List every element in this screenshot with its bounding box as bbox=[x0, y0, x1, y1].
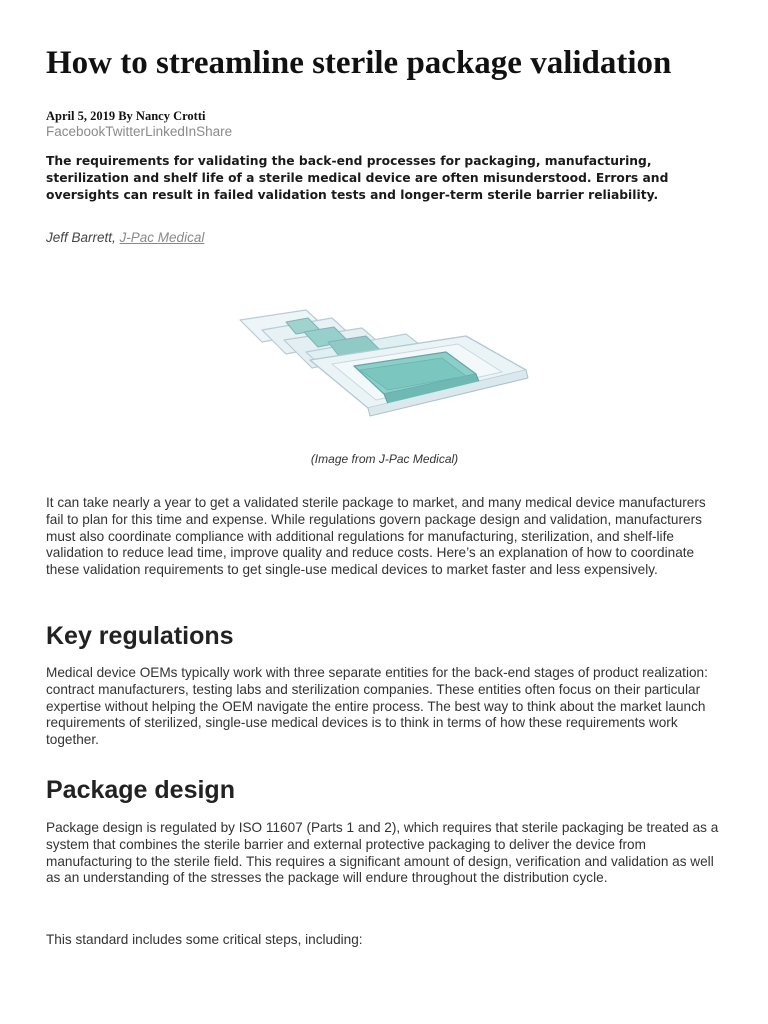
image-credit bbox=[46, 230, 204, 245]
intro-paragraph: It can take nearly a year to get a validated sterile package to market, and many medical device manufacturers fail to plan for this time and expense. While regulations govern package design and validation, manufacturers must also coordinate compliance with additional regulations for manufacturing, sterilization, and shelf-life validation to reduce lead time, improve quality and reduce costs. Here’s an explanation of how to coordinate these validation requirements to get single-use medical devices to market faster and less expensively. bbox=[46, 495, 706, 578]
tray-stack bbox=[240, 310, 528, 416]
share-links bbox=[46, 124, 232, 139]
credit-company-link[interactable]: J-Pac Medical bbox=[119, 230, 205, 245]
section-heading-package-design: Package design bbox=[46, 776, 235, 804]
key-regulations-paragraph: Medical device OEMs typically work with three separate entities for the back-end stages of product realization: contract manufacturers, testing labs and sterilization companies. These entities often focus on their particular expertise without helping the OEM navigate the entire process. The best way to think about the market launch requirements of sterilized, single-use medical devices is to think in terms of how these requirements work together. bbox=[46, 665, 708, 748]
credit-author: Jeff Barrett, bbox=[46, 230, 116, 245]
share-twitter-link[interactable]: Twitter bbox=[105, 124, 146, 139]
section-heading-key-regulations: Key regulations bbox=[46, 622, 234, 650]
package-design-paragraph: Package design is regulated by ISO 11607 (Parts 1 and 2), which requires that sterile packaging be treated as a system that combines the sterile barrier and external protective packaging to deliver the device from manufacturing to the sterile field. This requires a significant amount of design, verification and validation as well as an understanding of the stresses the package will endure throughout the distribution cycle. bbox=[46, 820, 719, 886]
article-lede: The requirements for validating the back-end processes for packaging, manufacturing, sterilization and shelf life of a sterile medical device are often misunderstood. Errors and oversights can result in failed validation tests and longer-term sterile barrier reliability. bbox=[46, 154, 669, 202]
package-design-paragraph-2: This standard includes some critical steps, including: bbox=[46, 932, 363, 947]
article-title: How to streamline sterile package validation bbox=[46, 45, 672, 81]
share-link[interactable]: Share bbox=[196, 124, 233, 139]
article-byline: April 5, 2019 By Nancy Crotti bbox=[46, 109, 206, 123]
sterile-tray-image bbox=[236, 300, 536, 425]
share-facebook-link[interactable]: Facebook bbox=[46, 124, 106, 139]
share-linkedin-link[interactable]: LinkedIn bbox=[145, 124, 197, 139]
image-caption: (Image from J-Pac Medical) bbox=[310, 452, 459, 466]
